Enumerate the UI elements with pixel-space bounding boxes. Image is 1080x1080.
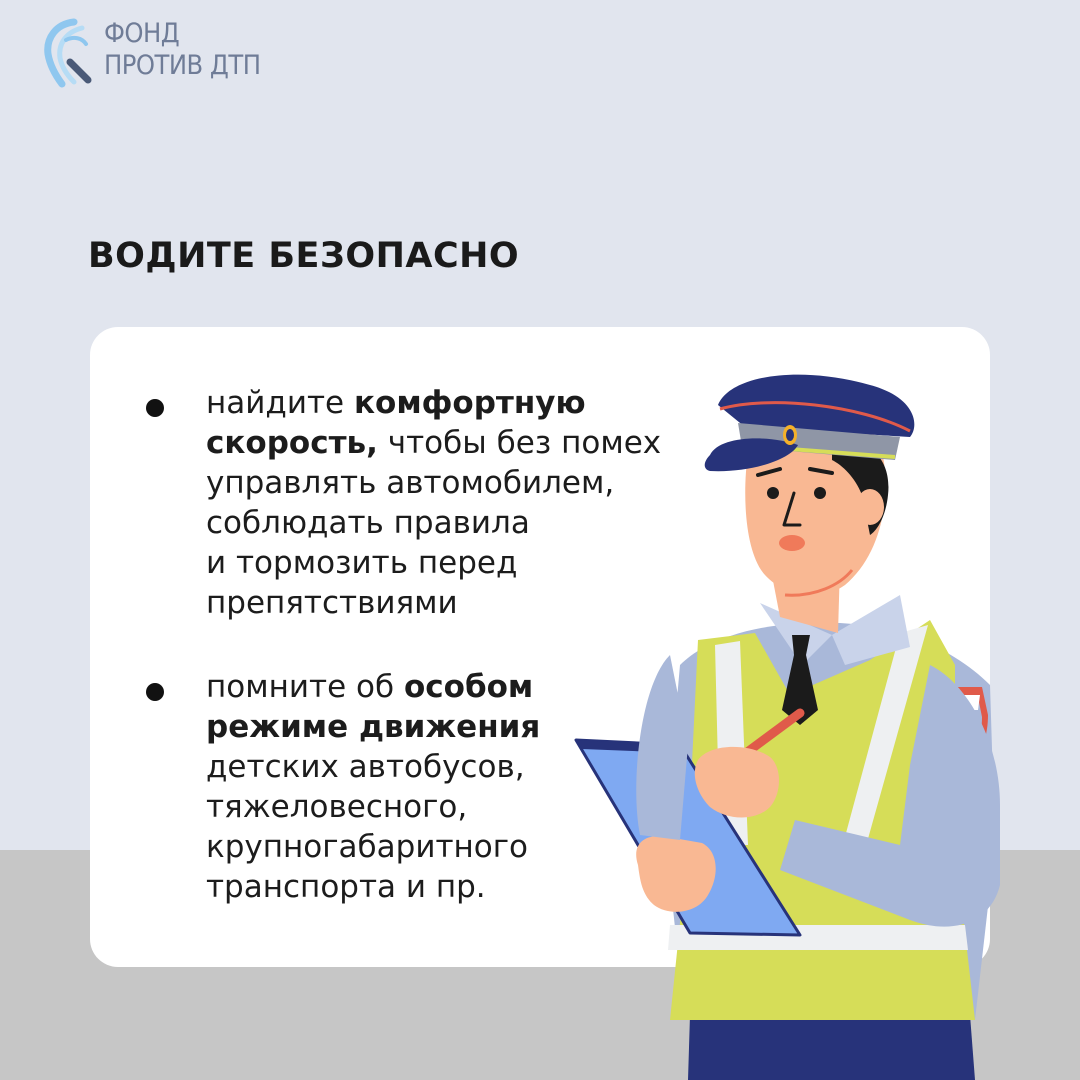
text-line bbox=[206, 787, 540, 827]
bold-text: режиме движения bbox=[206, 709, 541, 745]
logo-text bbox=[104, 18, 261, 82]
text-line bbox=[206, 747, 540, 787]
text-line bbox=[206, 867, 540, 907]
page-title: ВОДИТЕ БЕЗОПАСНО bbox=[88, 236, 520, 276]
text-run: транспорта и пр. bbox=[206, 869, 486, 905]
road-swoosh-icon bbox=[44, 18, 96, 88]
text-run: препятствиями bbox=[206, 585, 458, 621]
text-run: детских автобусов, bbox=[206, 749, 525, 785]
text-run: найдите bbox=[206, 385, 354, 421]
text-run: помните об bbox=[206, 669, 404, 705]
bullet-dot bbox=[146, 683, 164, 701]
text-line bbox=[206, 707, 540, 747]
bold-text: комфортную bbox=[353, 385, 586, 421]
logo-line-2: ПРОТИВ ДТП bbox=[104, 50, 261, 81]
logo-line-1: ФОНД bbox=[104, 18, 180, 49]
text-run: и тормозить перед bbox=[206, 545, 518, 581]
text-run: чтобы без помех bbox=[377, 425, 662, 461]
text-run: управлять автомобилем, bbox=[206, 465, 615, 501]
bold-text: скорость, bbox=[206, 425, 378, 461]
text-run: соблюдать правила bbox=[206, 505, 530, 541]
text-run: тяжеловесного, bbox=[206, 789, 468, 825]
bullet-dot bbox=[146, 399, 164, 417]
traffic-police-officer-illustration bbox=[570, 365, 1010, 1080]
text-run: крупногабаритного bbox=[206, 829, 529, 865]
text-line bbox=[206, 827, 540, 867]
bold-text: особом bbox=[403, 669, 534, 705]
foundation-logo bbox=[44, 18, 304, 90]
bullet-item-special-mode bbox=[206, 667, 540, 907]
text-line bbox=[206, 667, 540, 707]
